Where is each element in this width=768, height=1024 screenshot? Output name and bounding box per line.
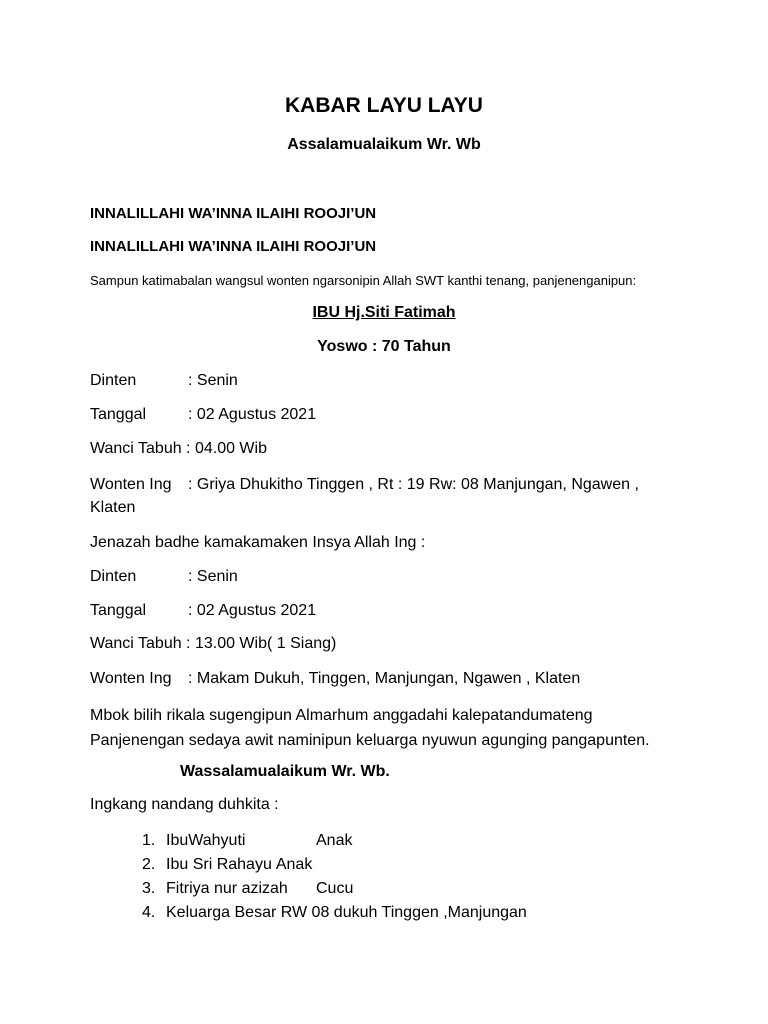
burial-date-label: Tanggal <box>90 602 147 619</box>
family-member-relation: Cucu <box>316 880 354 897</box>
burial-day-row <box>90 568 238 586</box>
list-item <box>142 853 527 877</box>
burial-time-row <box>90 635 336 653</box>
death-day-value: : Senin <box>188 372 238 389</box>
burial-intro: Jenazah badhe kamakamaken Insya Allah Ing : <box>90 534 426 551</box>
apology-paragraph <box>90 703 690 753</box>
list-number: 3. <box>142 880 156 897</box>
death-place-label: Wonten Ing <box>90 476 172 493</box>
family-member-relation: Anak <box>316 832 353 849</box>
death-place-row <box>90 476 639 494</box>
burial-place-row <box>90 670 580 688</box>
burial-place-label: Wonten Ing <box>90 670 172 687</box>
list-item <box>142 877 527 901</box>
burial-date-row <box>90 602 316 620</box>
apology-line-2: Panjenengan sedaya awit naminipun keluarga nyuwun agunging pangapunten. <box>90 732 650 749</box>
death-date-value: : 02 Agustus 2021 <box>188 406 317 423</box>
list-item <box>142 901 527 925</box>
family-member-name: IbuWahyuti <box>166 832 246 849</box>
family-member-name: Keluarga Besar RW 08 dukuh Tinggen ,Manjungan <box>166 904 527 921</box>
burial-day-label: Dinten <box>90 568 137 585</box>
signed-by-label: Ingkang nandang duhkita : <box>90 796 279 813</box>
innalillahi-line-1: INNALILLAHI WA’INNA ILAIHI ROOJI’UN <box>90 205 377 222</box>
intro-text: Sampun katimabalan wangsul wonten ngarsonipin Allah SWT kanthi tenang, panjenenganipun: <box>90 273 637 288</box>
death-time-row <box>90 440 267 458</box>
list-number: 4. <box>142 904 156 921</box>
list-number: 1. <box>142 832 156 849</box>
opening-greeting: Assalamualaikum Wr. Wb <box>287 136 481 153</box>
family-member-name: Fitriya nur azizah <box>166 880 288 897</box>
burial-date-value: : 02 Agustus 2021 <box>188 602 317 619</box>
death-date-label: Tanggal <box>90 406 147 423</box>
burial-time-value: : 13.00 Wib( 1 Siang) <box>181 635 337 652</box>
burial-place-value: : Makam Dukuh, Tinggen, Manjungan, Ngawen , Klaten <box>188 670 581 687</box>
death-day-label: Dinten <box>90 372 137 389</box>
family-list <box>142 829 527 925</box>
death-place-value: : Griya Dhukitho Tinggen , Rt : 19 Rw: 08 Manjungan, Ngawen , <box>188 476 639 493</box>
document-title: KABAR LAYU LAYU <box>285 94 483 117</box>
burial-day-value: : Senin <box>188 568 238 585</box>
death-time-label: Wanci Tabuh <box>90 440 182 457</box>
list-item <box>142 829 527 853</box>
deceased-age: Yoswo : 70 Tahun <box>317 338 451 355</box>
death-date-row <box>90 406 316 424</box>
closing-greeting: Wassalamualaikum Wr. Wb. <box>180 763 390 780</box>
family-member-name: Ibu Sri Rahayu <box>166 856 272 873</box>
family-member-relation: Anak <box>275 856 313 873</box>
death-place-continued: Klaten <box>90 499 136 516</box>
deceased-name: IBU Hj.Siti Fatimah <box>312 304 456 321</box>
burial-time-label: Wanci Tabuh <box>90 635 182 652</box>
death-day-row <box>90 372 238 390</box>
innalillahi-line-2: INNALILLAHI WA’INNA ILAIHI ROOJI’UN <box>90 238 377 255</box>
apology-line-1: Mbok bilih rikala sugengipun Almarhum anggadahi kalepatandumateng <box>90 707 593 724</box>
death-time-value: : 04.00 Wib <box>181 440 267 457</box>
list-number: 2. <box>142 856 156 873</box>
